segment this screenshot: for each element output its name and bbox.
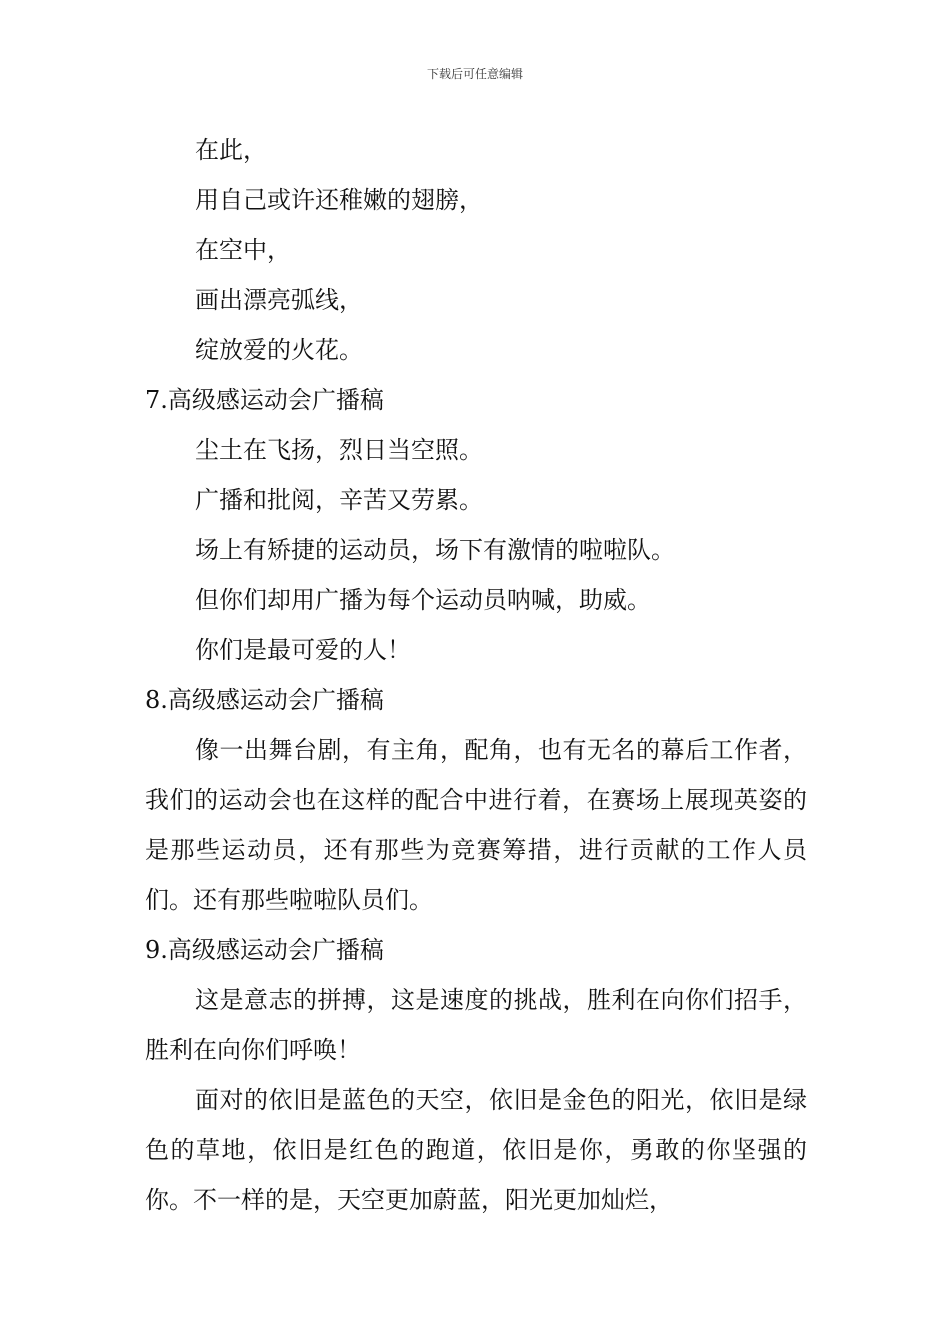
section-heading-8: 8.高级感运动会广播稿 (145, 686, 384, 714)
verse-line: 在空中， (195, 236, 291, 264)
verse-line: 你们是最可爱的人！ (195, 636, 411, 664)
verse-line: 在此， (195, 136, 267, 164)
body-paragraph: 像一出舞台剧，有主角，配角，也有无名的幕后工作者，我们的运动会也在这样的配合中进行着，在赛场上展现英姿的是那些运动员，还有那些为竞赛筹措，进行贡献的工作人员们。还有那些啦啦队员们。 (145, 736, 807, 914)
verse-line: 场上有矫捷的运动员，场下有激情的啦啦队。 (195, 536, 675, 564)
verse-line: 广播和批阅，辛苦又劳累。 (195, 486, 483, 514)
section-heading-7: 7.高级感运动会广播稿 (145, 386, 384, 414)
verse-line: 绽放爱的火花。 (195, 336, 363, 364)
document-body (145, 125, 807, 1225)
verse-line: 画出漂亮弧线， (195, 286, 363, 314)
body-paragraph: 面对的依旧是蓝色的天空，依旧是金色的阳光，依旧是绿色的草地，依旧是红色的跑道，依旧是你，勇敢的你坚强的你。不一样的是，天空更加蔚蓝，阳光更加灿烂， (145, 1086, 807, 1214)
verse-line: 用自己或许还稚嫩的翅膀， (195, 186, 483, 214)
verse-line: 尘土在飞扬，烈日当空照。 (195, 436, 483, 464)
body-paragraph: 这是意志的拼搏，这是速度的挑战，胜利在向你们招手，胜利在向你们呼唤！ (145, 986, 807, 1064)
verse-line: 但你们却用广播为每个运动员呐喊，助威。 (195, 586, 651, 614)
page-header: 下载后可任意编辑 (426, 67, 523, 81)
section-heading-9: 9.高级感运动会广播稿 (145, 936, 384, 964)
